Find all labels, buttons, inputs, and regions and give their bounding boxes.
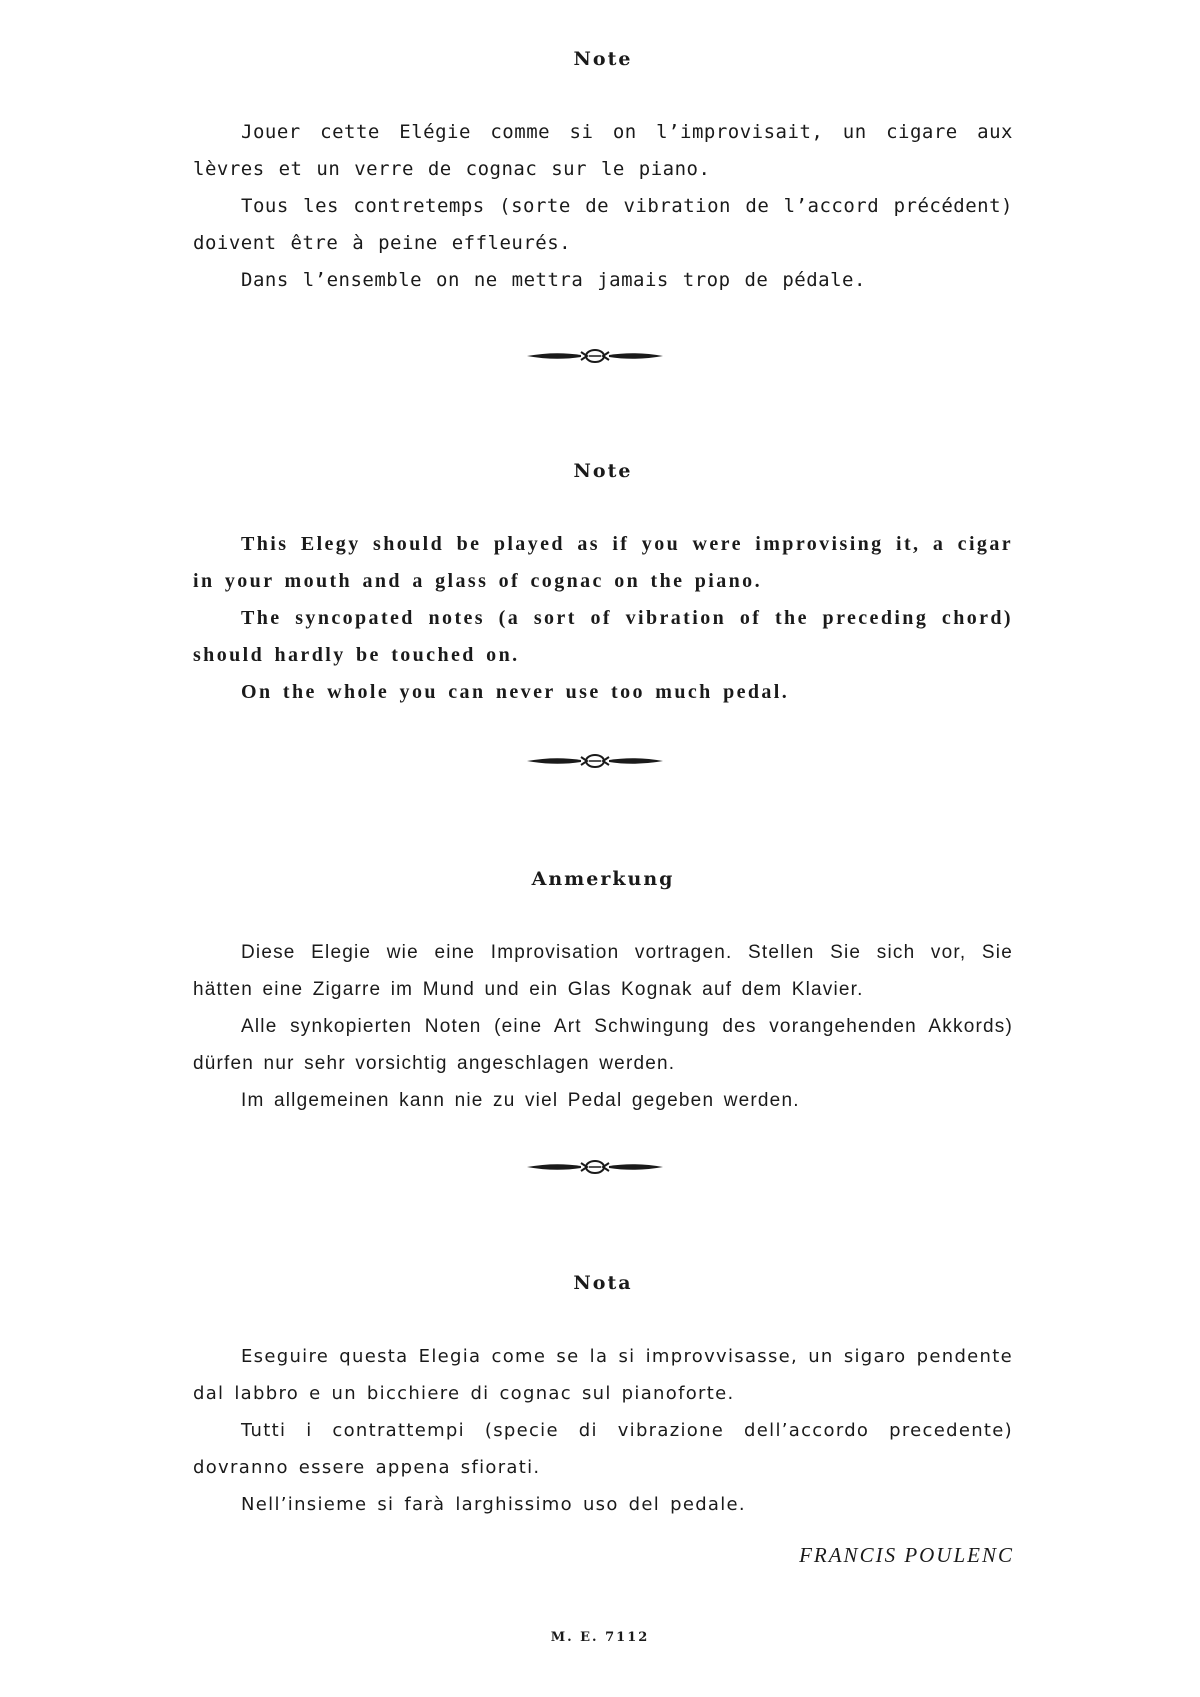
paragraph: This Elegy should be played as if you were improvising it, a cigar in your mouth and a glass of cognac on the piano. bbox=[193, 533, 1013, 592]
paragraph: Jouer cette Elégie comme si on l’improvisait, un cigare aux lèvres et un verre de cognac sur le piano. bbox=[193, 121, 1013, 180]
paragraph: The syncopated notes (a sort of vibration of the preceding chord) should hardly be touched on. bbox=[193, 607, 1013, 666]
section-body bbox=[193, 114, 1013, 299]
paragraph: Nell’insieme si farà larghissimo uso del pedale. bbox=[241, 1494, 746, 1515]
paragraph: Dans l’ensemble on ne mettra jamais trop de pédale. bbox=[241, 269, 866, 291]
paragraph: Im allgemeinen kann nie zu viel Pedal gegeben werden. bbox=[241, 1090, 800, 1111]
section-body bbox=[193, 526, 1013, 711]
fleuron-divider-icon bbox=[525, 1159, 665, 1175]
section-body bbox=[193, 1338, 1013, 1523]
section-german bbox=[193, 868, 1013, 1119]
fleuron-divider-icon bbox=[525, 348, 665, 364]
paragraph: Eseguire questa Elegia come se la si improvvisasse, un sigaro pendente dal labbro e un bicchiere di cognac sul pianoforte. bbox=[193, 1346, 1013, 1404]
paragraph: Alle synkopierten Noten (eine Art Schwingung des vorangehenden Akkords) dürfen nur sehr vorsichtig angeschlagen werden. bbox=[193, 1016, 1013, 1074]
section-heading: Anmerkung bbox=[531, 868, 675, 890]
section-heading: Note bbox=[573, 460, 633, 482]
section-heading: Nota bbox=[573, 1272, 633, 1294]
paragraph: On the whole you can never use too much pedal. bbox=[241, 681, 790, 703]
section-body bbox=[193, 934, 1013, 1119]
paragraph: Tutti i contrattempi (specie di vibrazione dell’accordo precedente) dovranno essere appena sfiorati. bbox=[193, 1420, 1013, 1478]
paragraph: Tous les contretemps (sorte de vibration de l’accord précédent) doivent être à peine effleurés. bbox=[193, 195, 1013, 254]
paragraph: Diese Elegie wie eine Improvisation vortragen. Stellen Sie sich vor, Sie hätten eine Zigarre im Mund und ein Glas Kognak auf dem Klavier. bbox=[193, 942, 1013, 1000]
section-italian bbox=[193, 1272, 1013, 1523]
composer-signature: FRANCIS POULENC bbox=[799, 1543, 1014, 1567]
plate-number: M. E. 7112 bbox=[550, 1630, 650, 1645]
section-french bbox=[193, 48, 1013, 299]
section-heading: Note bbox=[573, 48, 633, 70]
fleuron-divider-icon bbox=[525, 753, 665, 769]
section-english bbox=[193, 460, 1013, 711]
